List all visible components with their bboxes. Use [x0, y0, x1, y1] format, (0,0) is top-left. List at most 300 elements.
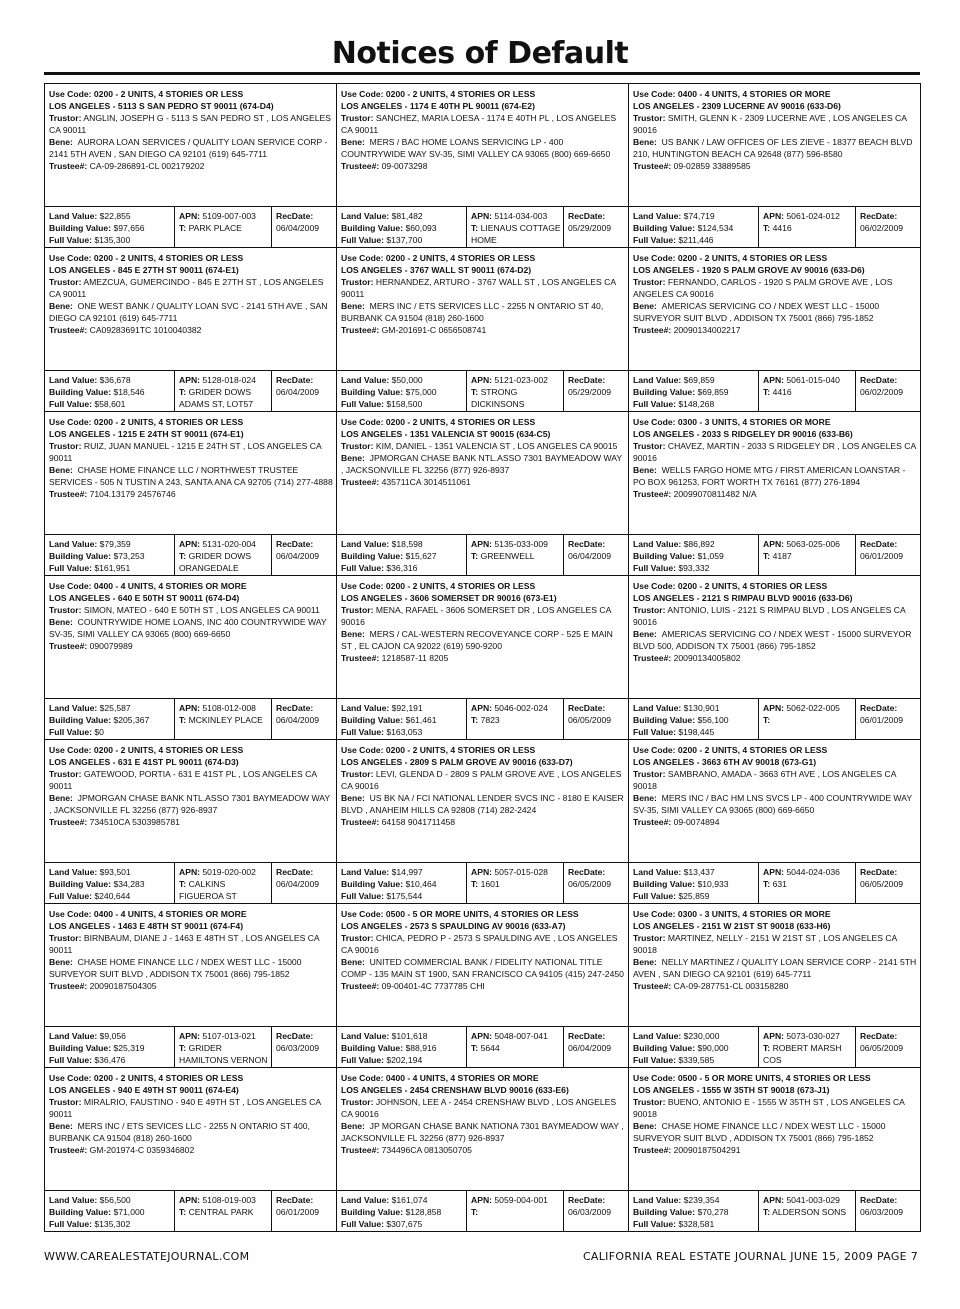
- notice-cell-3: [629, 84, 921, 248]
- building-value-label: Building Value:: [633, 387, 696, 397]
- trustor-value: HERNANDEZ, ARTURO - 3767 WALL ST , LOS ANGELES CA 90011: [341, 277, 616, 299]
- tract-label: T:: [763, 715, 771, 725]
- apn-value: 5048-007-041: [494, 1031, 548, 1041]
- trustee-label: Trustee#:: [341, 981, 380, 991]
- apn-label: APN:: [179, 1195, 201, 1205]
- trustor-line: [49, 440, 334, 464]
- trustor-line: [633, 1096, 918, 1120]
- building-value-label: Building Value:: [633, 715, 696, 725]
- recdate-block: [564, 1027, 629, 1068]
- land-value: $230,000: [683, 1031, 720, 1041]
- full-value-label: Full Value:: [633, 1055, 676, 1065]
- use-code: Use Code: 0400 - 4 UNITS, 4 STORIES OR MORE: [49, 909, 247, 919]
- apn-block: [175, 371, 272, 412]
- bene-label: Bene:: [49, 793, 73, 803]
- recdate-value: 06/01/2009: [860, 551, 904, 561]
- property-address: LOS ANGELES - 3606 SOMERSET DR 90016 (673-E1): [341, 593, 557, 603]
- trustor-label: Trustor:: [49, 113, 82, 123]
- bene-line: [633, 300, 918, 324]
- tract-value: 4416: [772, 223, 792, 233]
- full-value-label: Full Value:: [633, 727, 676, 737]
- trustor-label: Trustor:: [633, 113, 666, 123]
- trustor-value: SMITH, GLENN K - 2309 LUCERNE AVE , LOS ANGELES CA 90016: [633, 113, 907, 135]
- trustee-line: [633, 1144, 918, 1156]
- full-value-label: Full Value:: [633, 891, 676, 901]
- trustor-value: CHAVEZ, MARTIN - 2033 S RIDGELEY DR , LOS ANGELES CA 90016: [633, 441, 916, 463]
- recdate-label: RecDate:: [276, 703, 314, 713]
- property-address: LOS ANGELES - 1351 VALENCIA ST 90015 (634-C5): [341, 429, 551, 439]
- building-value: $73,253: [113, 551, 145, 561]
- recdate-label: RecDate:: [568, 867, 606, 877]
- bene-label: Bene:: [633, 301, 657, 311]
- land-value: $86,892: [683, 539, 715, 549]
- trustee-label: Trustee#:: [633, 1145, 672, 1155]
- tract-label: T:: [179, 551, 187, 561]
- apn-value: 5063-025-006: [786, 539, 840, 549]
- apn-block: [759, 1191, 856, 1232]
- apn-value: 5073-030-027: [786, 1031, 840, 1041]
- trustee-label: Trustee#:: [49, 325, 88, 335]
- trustor-line: [49, 768, 334, 792]
- apn-label: APN:: [763, 539, 785, 549]
- full-value: $158,500: [386, 399, 423, 409]
- value-block: [45, 699, 175, 740]
- notice-values: [629, 863, 920, 904]
- recdate-label: RecDate:: [860, 1031, 898, 1041]
- apn-block: [467, 1027, 564, 1068]
- notice-cell-8: [337, 412, 629, 576]
- apn-block: [467, 1191, 564, 1232]
- value-block: [629, 535, 759, 576]
- use-code: Use Code: 0200 - 2 UNITS, 4 STORIES OR LESS: [341, 417, 536, 427]
- trustee-label: Trustee#:: [49, 981, 88, 991]
- notice-cell-18: [629, 904, 921, 1068]
- bene-label: Bene:: [341, 453, 365, 463]
- trustee-line: [49, 324, 334, 336]
- apn-block: [467, 863, 564, 904]
- trustee-value: 09-0074894: [673, 817, 720, 827]
- bene-value: MERS / CAL-WESTERN RECOVEYANCE CORP - 525 E MAIN ST , EL CAJON CA 92022 (619) 590-9200: [341, 629, 613, 651]
- property-address: LOS ANGELES - 2809 S PALM GROVE AV 90016 (633-D7): [341, 757, 573, 767]
- title-rule: [44, 72, 920, 75]
- full-value-label: Full Value:: [341, 727, 384, 737]
- bene-value: CHASE HOME FINANCE LLC / NORTHWEST TRUSTEE SERVICES - 505 N TUSTIN A 243, SANTA ANA CA 92705 (714) 277-4888: [49, 465, 333, 487]
- notice-values: [45, 1191, 336, 1232]
- trustee-label: Trustee#:: [341, 817, 380, 827]
- full-value: $36,316: [386, 563, 418, 573]
- bene-line: [49, 956, 334, 980]
- tract-value: PARK PLACE: [188, 223, 242, 233]
- trustor-value: BIRNBAUM, DIANE J - 1463 E 48TH ST , LOS ANGELES CA 90011: [49, 933, 320, 955]
- apn-block: [759, 1027, 856, 1068]
- notice-cell-5: [337, 248, 629, 412]
- apn-label: APN:: [471, 1031, 493, 1041]
- value-block: [337, 1027, 467, 1068]
- full-value: $93,332: [678, 563, 710, 573]
- recdate-label: RecDate:: [860, 703, 898, 713]
- land-value-label: Land Value:: [49, 1031, 98, 1041]
- notice-text: [45, 84, 336, 207]
- property-address: LOS ANGELES - 940 E 49TH ST 90011 (674-E4): [49, 1085, 239, 1095]
- building-value-label: Building Value:: [49, 387, 112, 397]
- trustor-label: Trustor:: [341, 113, 374, 123]
- building-value: $205,367: [113, 715, 150, 725]
- apn-value: 5109-007-003: [202, 211, 256, 221]
- trustor-label: Trustor:: [633, 1097, 666, 1107]
- bene-line: [633, 464, 918, 488]
- notice-cell-17: [337, 904, 629, 1068]
- tract-value: GRIDER DOWS ORANGEDALE: [179, 551, 252, 573]
- trustee-value: 09-00401-4C 7737785 CHI: [381, 981, 485, 991]
- trustee-value: CA-09-286891-CL 002179202: [89, 161, 205, 171]
- recdate-value: 06/05/2009: [568, 879, 612, 889]
- trustor-value: MARTINEZ, NELLY - 2151 W 21ST ST , LOS ANGELES CA 90018: [633, 933, 897, 955]
- notice-text: [45, 1068, 336, 1191]
- tract-value: MCKINLEY PLACE: [188, 715, 263, 725]
- trustee-line: [49, 980, 334, 992]
- apn-value: 5046-002-024: [494, 703, 548, 713]
- building-value-label: Building Value:: [341, 879, 404, 889]
- bene-label: Bene:: [633, 1121, 657, 1131]
- notice-text: [629, 248, 920, 371]
- notice-text: [45, 740, 336, 863]
- bene-label: Bene:: [49, 301, 73, 311]
- bene-line: [49, 300, 334, 324]
- notice-values: [629, 535, 920, 576]
- full-value-label: Full Value:: [49, 563, 92, 573]
- apn-block: [759, 863, 856, 904]
- land-value: $9,056: [99, 1031, 126, 1041]
- value-block: [337, 699, 467, 740]
- bene-value: JPMORGAN CHASE BANK NTL.ASSO 7301 BAYMEADOW WAY , JACKSONVILLE FL 32256 (877) 926-8937: [49, 793, 330, 815]
- bene-label: Bene:: [49, 137, 73, 147]
- building-value-label: Building Value:: [49, 551, 112, 561]
- notice-values: [337, 371, 628, 412]
- recdate-value: 06/04/2009: [276, 715, 320, 725]
- notice-values: [337, 207, 628, 248]
- trustor-line: [49, 112, 334, 136]
- use-code: Use Code: 0400 - 4 UNITS, 4 STORIES OR MORE: [633, 89, 831, 99]
- full-value: $0: [94, 727, 104, 737]
- bene-value: NELLY MARTINEZ / QUALITY LOAN SERVICE CORP - 2141 5TH AVEN , SAN DIEGO CA 92101 (619) 645-7711: [633, 957, 917, 979]
- building-value: $124,534: [697, 223, 734, 233]
- trustor-line: [341, 604, 626, 628]
- notice-values: [629, 371, 920, 412]
- trustor-label: Trustor:: [341, 1097, 374, 1107]
- trustee-line: [49, 640, 334, 652]
- recdate-label: RecDate:: [860, 211, 898, 221]
- recdate-value: 05/29/2009: [568, 223, 612, 233]
- land-value-label: Land Value:: [341, 1195, 390, 1205]
- bene-value: MERS INC / ETS SERVICES LLC - 2255 N ONTARIO ST 40, BURBANK CA 91504 (818) 260-1600: [341, 301, 604, 323]
- trustee-value: 20090134005802: [673, 653, 741, 663]
- bene-value: MERS / BAC HOME LOANS SERVICING LP - 400 COUNTRYWIDE WAY SV-35, SIMI VALLEY CA 93065 (800) 669-6650: [341, 137, 611, 159]
- trustor-label: Trustor:: [49, 605, 82, 615]
- notice-text: [337, 1068, 628, 1191]
- tract-value: GRIDER DOWS ADAMS ST, LOT57: [179, 387, 254, 409]
- bene-value: JPMORGAN CHASE BANK NTL.ASSO 7301 BAYMEADOW WAY , JACKSONVILLE FL 32256 (877) 926-8937: [341, 453, 622, 475]
- recdate-label: RecDate:: [860, 375, 898, 385]
- apn-label: APN:: [471, 1195, 493, 1205]
- full-value-label: Full Value:: [633, 1219, 676, 1229]
- land-value-label: Land Value:: [49, 539, 98, 549]
- notice-cell-20: [337, 1068, 629, 1232]
- building-value: $34,283: [113, 879, 145, 889]
- apn-block: [467, 699, 564, 740]
- tract-value: STRONG DICKINSONS: [471, 387, 525, 409]
- trustor-line: [633, 112, 918, 136]
- land-value-label: Land Value:: [633, 703, 682, 713]
- apn-label: APN:: [763, 703, 785, 713]
- bene-value: COUNTRYWIDE HOME LOANS, INC 400 COUNTRYWIDE WAY SV-35, SIMI VALLEY CA 93065 (800) 669-6650: [49, 617, 327, 639]
- trustor-line: [633, 932, 918, 956]
- trustor-label: Trustor:: [633, 605, 666, 615]
- trustor-label: Trustor:: [49, 769, 82, 779]
- building-value: $97,656: [113, 223, 145, 233]
- building-value: $69,859: [697, 387, 729, 397]
- building-value-label: Building Value:: [633, 1207, 696, 1217]
- building-value-label: Building Value:: [49, 1043, 112, 1053]
- full-value-label: Full Value:: [341, 399, 384, 409]
- trustee-line: [341, 160, 626, 172]
- land-value: $25,587: [99, 703, 131, 713]
- trustor-value: SAMBRANO, AMADA - 3663 6TH AVE , LOS ANGELES CA 90018: [633, 769, 896, 791]
- bene-value: ONE WEST BANK / QUALITY LOAN SVC - 2141 5TH AVE , SAN DIEGO CA 92101 (619) 645-7711: [49, 301, 328, 323]
- land-value-label: Land Value:: [633, 211, 682, 221]
- land-value-label: Land Value:: [49, 703, 98, 713]
- recdate-block: [856, 1191, 921, 1232]
- tract-label: T:: [471, 1043, 479, 1053]
- bene-value: MERS INC / BAC HM LNS SVCS LP - 400 COUNTRYWIDE WAY SV-35, SIMI VALLEY CA 93065 (800) 669-6650: [633, 793, 912, 815]
- bene-value: MERS INC / ETS SEVICES LLC - 2255 N ONTARIO ST 400, BURBANK CA 91504 (818) 260-1600: [49, 1121, 310, 1143]
- apn-label: APN:: [179, 1031, 201, 1041]
- trustee-value: CA-09-287751-CL 003158280: [673, 981, 789, 991]
- recdate-value: 06/04/2009: [276, 387, 320, 397]
- recdate-block: [272, 535, 337, 576]
- full-value: $58,601: [94, 399, 126, 409]
- tract-value: 7823: [480, 715, 500, 725]
- recdate-label: RecDate:: [568, 703, 606, 713]
- bene-value: AMERICAS SERVICING CO / NDEX WEST - 15000 SURVEYOR BLVD 500, ADDISON TX 75001 (866) 795-1852: [633, 629, 912, 651]
- apn-label: APN:: [179, 703, 201, 713]
- apn-label: APN:: [471, 539, 493, 549]
- tract-value: ALDERSON SONS: [772, 1207, 847, 1217]
- tract-value: GREENWELL: [480, 551, 535, 561]
- recdate-value: 06/05/2009: [568, 715, 612, 725]
- tract-value: ROBERT MARSH COS: [763, 1043, 842, 1065]
- notice-values: [45, 207, 336, 248]
- trustee-label: Trustee#:: [49, 641, 88, 651]
- apn-value: 5041-003-029: [786, 1195, 840, 1205]
- trustor-value: MENA, RAFAEL - 3606 SOMERSET DR , LOS ANGELES CA 90016: [341, 605, 611, 627]
- trustee-value: 7104.13179 24576746: [89, 489, 176, 499]
- recdate-label: RecDate:: [568, 375, 606, 385]
- recdate-value: 06/02/2009: [860, 387, 904, 397]
- building-value-label: Building Value:: [341, 715, 404, 725]
- tract-label: T:: [179, 223, 187, 233]
- bene-line: [633, 628, 918, 652]
- notice-values: [45, 1027, 336, 1068]
- use-code: Use Code: 0200 - 2 UNITS, 4 STORIES OR LESS: [341, 253, 536, 263]
- value-block: [629, 371, 759, 412]
- notice-text: [45, 412, 336, 535]
- trustor-value: JOHNSON, LEE A - 2454 CRENSHAW BLVD , LOS ANGELES CA 90016: [341, 1097, 617, 1119]
- property-address: LOS ANGELES - 1215 E 24TH ST 90011 (674-E1): [49, 429, 244, 439]
- apn-value: 5108-019-003: [202, 1195, 256, 1205]
- recdate-block: [564, 863, 629, 904]
- full-value-label: Full Value:: [341, 235, 384, 245]
- bene-label: Bene:: [633, 137, 657, 147]
- tract-label: T:: [179, 387, 187, 397]
- notice-values: [629, 699, 920, 740]
- apn-label: APN:: [471, 211, 493, 221]
- full-value: $135,300: [94, 235, 131, 245]
- recdate-value: 06/03/2009: [860, 1207, 904, 1217]
- trustee-line: [341, 1144, 626, 1156]
- notice-text: [629, 412, 920, 535]
- property-address: LOS ANGELES - 1463 E 48TH ST 90011 (674-F4): [49, 921, 244, 931]
- recdate-label: RecDate:: [568, 539, 606, 549]
- apn-block: [175, 535, 272, 576]
- value-block: [629, 1191, 759, 1232]
- land-value: $74,719: [683, 211, 715, 221]
- bene-line: [341, 628, 626, 652]
- recdate-block: [564, 371, 629, 412]
- notice-text: [629, 84, 920, 207]
- notice-cell-6: [629, 248, 921, 412]
- notice-values: [45, 863, 336, 904]
- apn-value: 5108-012-008: [202, 703, 256, 713]
- land-value-label: Land Value:: [341, 539, 390, 549]
- apn-label: APN:: [179, 211, 201, 221]
- tract-label: T:: [471, 879, 479, 889]
- trustor-value: ANGLIN, JOSEPH G - 5113 S SAN PEDRO ST , LOS ANGELES CA 90011: [49, 113, 331, 135]
- trustor-line: [633, 768, 918, 792]
- apn-value: 5061-024-012: [786, 211, 840, 221]
- notice-cell-19: [45, 1068, 337, 1232]
- recdate-value: 06/01/2009: [276, 1207, 320, 1217]
- land-value-label: Land Value:: [633, 1195, 682, 1205]
- trustor-line: [49, 1096, 334, 1120]
- notice-text: [629, 740, 920, 863]
- notice-cell-2: [337, 84, 629, 248]
- apn-value: 5131-020-004: [202, 539, 256, 549]
- tract-label: T:: [471, 1207, 479, 1217]
- trustor-line: [633, 604, 918, 628]
- notice-cell-15: [629, 740, 921, 904]
- notice-cell-13: [45, 740, 337, 904]
- bene-value: CHASE HOME FINANCE LLC / NDEX WEST LLC - 15000 SURVEYOR SUIT BLVD , ADDISON TX 75001 (866) 795-1852: [633, 1121, 886, 1143]
- trustor-line: [633, 276, 918, 300]
- trustor-value: AMEZCUA, GUMERCINDO - 845 E 27TH ST , LOS ANGELES CA 90011: [49, 277, 324, 299]
- bene-value: CHASE HOME FINANCE LLC / NDEX WEST LLC - 15000 SURVEYOR SUIT BLVD , ADDISON TX 75001 (866) 795-1852: [49, 957, 302, 979]
- apn-label: APN:: [179, 539, 201, 549]
- full-value: $135,302: [94, 1219, 131, 1229]
- full-value: $328,581: [678, 1219, 715, 1229]
- property-address: LOS ANGELES - 2151 W 21ST ST 90018 (633-H6): [633, 921, 831, 931]
- trustor-line: [49, 276, 334, 300]
- value-block: [337, 535, 467, 576]
- recdate-block: [272, 1191, 337, 1232]
- tract-label: T:: [763, 223, 771, 233]
- bene-line: [341, 452, 626, 476]
- trustee-label: Trustee#:: [341, 161, 380, 171]
- trustee-label: Trustee#:: [633, 817, 672, 827]
- building-value: $56,100: [697, 715, 729, 725]
- bene-line: [341, 300, 626, 324]
- building-value: $10,933: [697, 879, 729, 889]
- notices-grid: [44, 83, 921, 1232]
- trustee-line: [49, 1144, 334, 1156]
- notice-values: [337, 1191, 628, 1232]
- value-block: [45, 207, 175, 248]
- trustee-line: [633, 816, 918, 828]
- trustee-value: 64158 9041711458: [381, 817, 456, 827]
- use-code: Use Code: 0200 - 2 UNITS, 4 STORIES OR LESS: [633, 253, 828, 263]
- use-code: Use Code: 0300 - 3 UNITS, 4 STORIES OR MORE: [633, 909, 831, 919]
- bene-label: Bene:: [633, 629, 657, 639]
- apn-block: [175, 207, 272, 248]
- building-value-label: Building Value:: [633, 879, 696, 889]
- property-address: LOS ANGELES - 2454 CRENSHAW BLVD 90016 (633-E6): [341, 1085, 569, 1095]
- use-code: Use Code: 0200 - 2 UNITS, 4 STORIES OR LESS: [49, 745, 244, 755]
- recdate-block: [272, 371, 337, 412]
- bene-line: [633, 1120, 918, 1144]
- footer-publication: CALIFORNIA REAL ESTATE JOURNAL JUNE 15, 2009 PAGE 7: [582, 1250, 918, 1263]
- tract-value: LIENAUS COTTAGE HOME: [471, 223, 561, 245]
- trustee-label: Trustee#:: [49, 1145, 88, 1155]
- full-value: $175,544: [386, 891, 423, 901]
- trustee-line: [633, 652, 918, 664]
- trustor-label: Trustor:: [341, 933, 374, 943]
- recdate-block: [856, 535, 921, 576]
- bene-line: [341, 1120, 626, 1144]
- trustor-label: Trustor:: [633, 277, 666, 287]
- trustor-value: ANTONIO, LUIS - 2121 S RIMPAU BLVD , LOS ANGELES CA 90016: [633, 605, 906, 627]
- recdate-value: 06/04/2009: [276, 879, 320, 889]
- trustor-label: Trustor:: [341, 277, 374, 287]
- apn-value: 5114-034-003: [494, 211, 548, 221]
- notice-cell-12: [629, 576, 921, 740]
- value-block: [337, 1191, 467, 1232]
- land-value-label: Land Value:: [341, 375, 390, 385]
- property-address: LOS ANGELES - 2309 LUCERNE AV 90016 (633-D6): [633, 101, 841, 111]
- recdate-value: 06/03/2009: [276, 1043, 320, 1053]
- land-value: $22,855: [99, 211, 131, 221]
- value-block: [45, 1191, 175, 1232]
- apn-block: [467, 207, 564, 248]
- bene-value: AURORA LOAN SERVICES / QUALITY LOAN SERVICE CORP - 2141 5TH AVEN , SAN DIEGO CA 92101 (619) 645-7711: [49, 137, 328, 159]
- trustee-label: Trustee#:: [49, 489, 88, 499]
- land-value-label: Land Value:: [341, 703, 390, 713]
- full-value-label: Full Value:: [341, 1055, 384, 1065]
- full-value: $36,476: [94, 1055, 126, 1065]
- tract-label: T:: [763, 1043, 771, 1053]
- building-value: $88,916: [405, 1043, 437, 1053]
- apn-label: APN:: [179, 375, 201, 385]
- apn-block: [759, 699, 856, 740]
- tract-value: 5644: [480, 1043, 500, 1053]
- trustor-label: Trustor:: [633, 441, 666, 451]
- use-code: Use Code: 0200 - 2 UNITS, 4 STORIES OR LESS: [341, 581, 536, 591]
- apn-block: [175, 863, 272, 904]
- recdate-label: RecDate:: [860, 1195, 898, 1205]
- page-title: Notices of Default: [331, 36, 629, 71]
- trustor-label: Trustor:: [633, 933, 666, 943]
- apn-block: [175, 1191, 272, 1232]
- bene-line: [341, 136, 626, 160]
- recdate-label: RecDate:: [276, 539, 314, 549]
